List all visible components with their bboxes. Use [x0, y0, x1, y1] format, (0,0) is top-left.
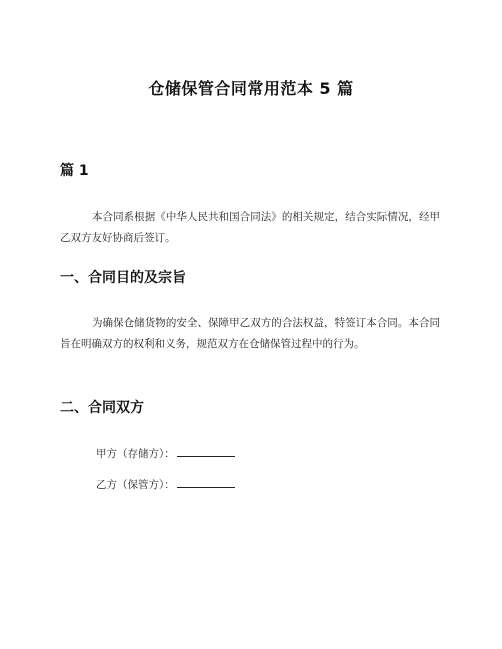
party-a-label: 甲方（存储方）： [96, 448, 175, 460]
section-heading-parties: 二、合同双方 [60, 400, 144, 416]
party-a-field [96, 446, 235, 461]
part-heading: 篇 1 [60, 163, 89, 179]
party-b-label: 乙方（保管方）： [96, 479, 175, 491]
purpose-paragraph: 为确保仓储货物的安全、保障甲乙双方的合法权益，特签订本合同。本合同旨在明确双方的权利和义务，规范双方在仓储保管过程中的行为。 [60, 317, 440, 350]
document-title: 仓储保管合同常用范本 5 篇 [148, 79, 354, 98]
party-b-blank [177, 477, 235, 488]
party-b-field [96, 477, 235, 492]
party-a-blank [177, 446, 235, 457]
section-heading-purpose: 一、合同目的及宗旨 [60, 270, 186, 286]
intro-paragraph: 本合同系根据《中华人民共和国合同法》的相关规定，结合实际情况，经甲乙双方友好协商后签订。 [60, 211, 440, 244]
